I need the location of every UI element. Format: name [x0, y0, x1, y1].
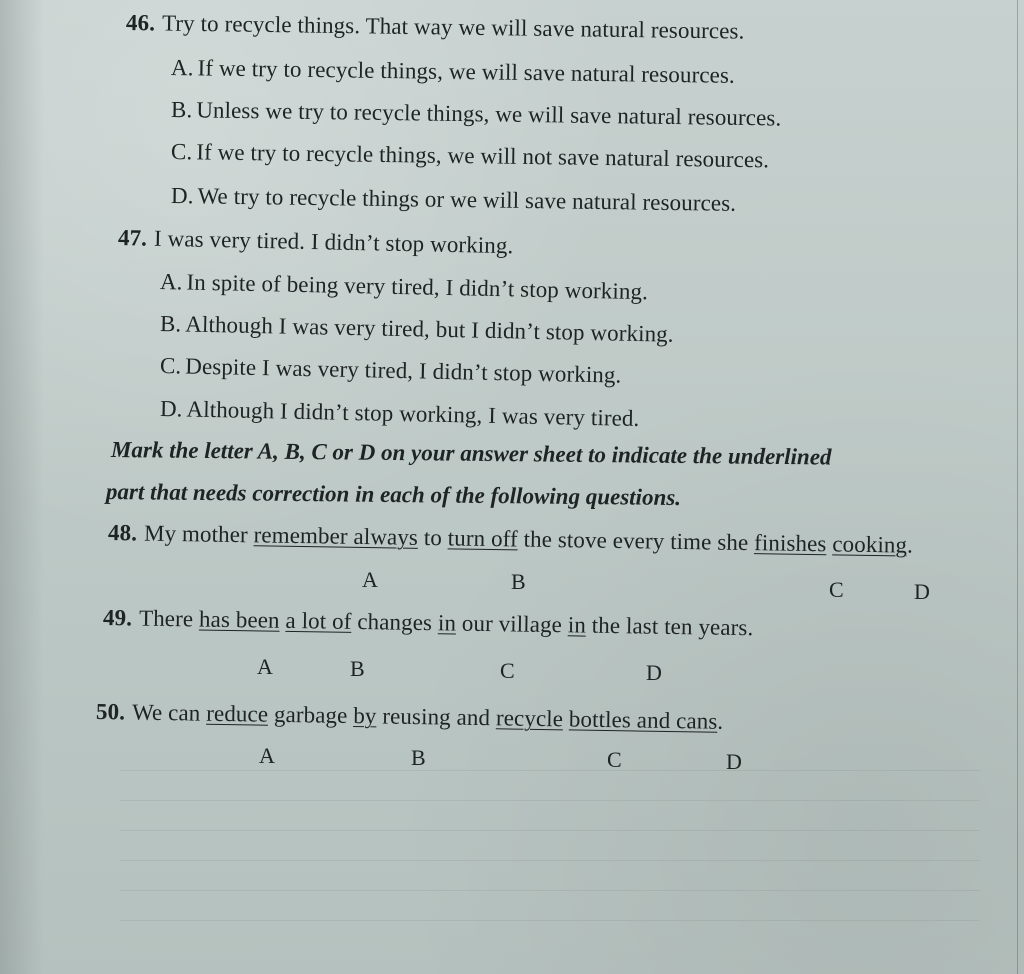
question-48-part-1: My mother: [143, 520, 254, 548]
question-46-option-a-text: If we try to recycle things, we will save natural resources.: [197, 55, 736, 88]
question-49-part-9: the last ten years.: [585, 612, 754, 641]
question-49-part-1: There: [138, 605, 200, 632]
question-49-mark-d: D: [646, 660, 662, 685]
instruction-line-2: part that needs correction in each of the following questions.: [105, 479, 682, 511]
question-48-mark-b: B: [511, 569, 526, 594]
question-46-text: Try to recycle things. That way we will save natural resources.: [161, 10, 745, 44]
question-50-mark-a: A: [259, 743, 275, 768]
question-49-sentence: [103, 606, 754, 639]
question-47-option-c-text: Despite I was very tired, I didn’t stop working.: [185, 353, 622, 388]
question-46-option-c-text: If we try to recycle things, we will not save natural resources.: [196, 139, 770, 173]
question-48-mark-a: A: [362, 567, 378, 592]
question-48-sentence: [108, 521, 913, 557]
question-49-number: 49.: [102, 605, 133, 631]
question-50-mark-d: D: [726, 749, 742, 774]
question-48-mark-d: D: [914, 579, 930, 604]
question-47-option-c-letter: C.: [159, 353, 182, 379]
question-49-underlined-c: in: [437, 610, 457, 636]
question-47-text: I was very tired. I didn’t stop working.: [153, 225, 514, 259]
question-48-mark-c: C: [829, 577, 844, 602]
question-47-option-b: [160, 312, 674, 346]
question-46-option-a-letter: A.: [170, 55, 194, 81]
page-right-edge: [1017, 0, 1018, 974]
question-46-option-a: [171, 56, 735, 87]
question-46-option-c: [171, 140, 769, 171]
question-49-mark-a: A: [257, 654, 273, 679]
question-48-underlined-b: turn off: [447, 525, 518, 552]
question-48-underlined-c: finishes: [753, 530, 827, 557]
question-47-option-a-letter: A.: [159, 269, 183, 295]
question-47-option-c: [160, 354, 622, 387]
question-47-option-a: [160, 270, 648, 303]
question-49-part-7: our village: [455, 610, 569, 638]
question-49-mark-b: B: [350, 656, 365, 681]
question-48-number: 48.: [107, 520, 138, 546]
question-50-mark-b: B: [411, 745, 426, 770]
page-left-shadow: [0, 0, 44, 974]
question-49-underlined-b: a lot of: [285, 607, 352, 634]
question-46-number: 46.: [125, 10, 156, 36]
question-46-option-b: [171, 98, 782, 130]
question-47-option-b-letter: B.: [159, 311, 182, 337]
question-48-part-9: .: [906, 532, 914, 558]
question-48-underlined-a: remember always: [253, 522, 419, 550]
question-47-option-a-text: In spite of being very tired, I didn’t stop working.: [186, 269, 649, 305]
question-48-part-3: to: [417, 524, 448, 551]
question-50-part-3: garbage: [267, 701, 354, 729]
question-50-underlined-b: by: [353, 703, 377, 729]
question-47-stem: [118, 226, 514, 257]
question-46-stem: [126, 11, 745, 43]
question-50-part-9: .: [717, 708, 724, 734]
faded-background-text: [120, 770, 980, 950]
question-48-underlined-d: cooking: [832, 531, 908, 558]
question-47-option-d: [160, 397, 640, 430]
question-49-part-5: changes: [351, 608, 439, 636]
question-50-part-5: reusing and: [376, 703, 497, 731]
question-50-underlined-d: bottles and cans: [568, 706, 718, 734]
question-49-underlined-a: has been: [198, 606, 280, 633]
question-46-option-d-text: We try to recycle things or we will save natural resources.: [197, 183, 737, 216]
question-49-underlined-d: in: [567, 612, 587, 638]
question-47-option-b-text: Although I was very tired, but I didn’t stop working.: [185, 311, 674, 347]
question-46-option-c-letter: C.: [170, 139, 193, 165]
question-47-option-d-text: Although I didn’t stop working, I was very tired.: [186, 396, 640, 432]
question-50-underlined-a: reduce: [206, 700, 269, 727]
question-50-number: 50.: [95, 699, 126, 725]
question-46-option-b-letter: B.: [170, 97, 193, 123]
question-46-option-d-letter: D.: [170, 183, 194, 209]
question-46-option-b-text: Unless we try to recycle things, we will save natural resources.: [196, 97, 782, 131]
question-47-option-d-letter: D.: [159, 396, 183, 422]
question-47-number: 47.: [117, 225, 148, 251]
question-46-option-d: [171, 184, 736, 215]
question-50-underlined-c: recycle: [495, 705, 564, 732]
question-49-mark-c: C: [500, 658, 515, 683]
question-48-part-5: the stove every time she: [517, 526, 755, 556]
question-50-sentence: [96, 700, 724, 733]
question-50-mark-c: C: [607, 747, 622, 772]
question-50-part-1: We can: [131, 699, 207, 726]
instruction-line-1: Mark the letter A, B, C or D on your answer sheet to indicate the underlined: [110, 437, 832, 470]
